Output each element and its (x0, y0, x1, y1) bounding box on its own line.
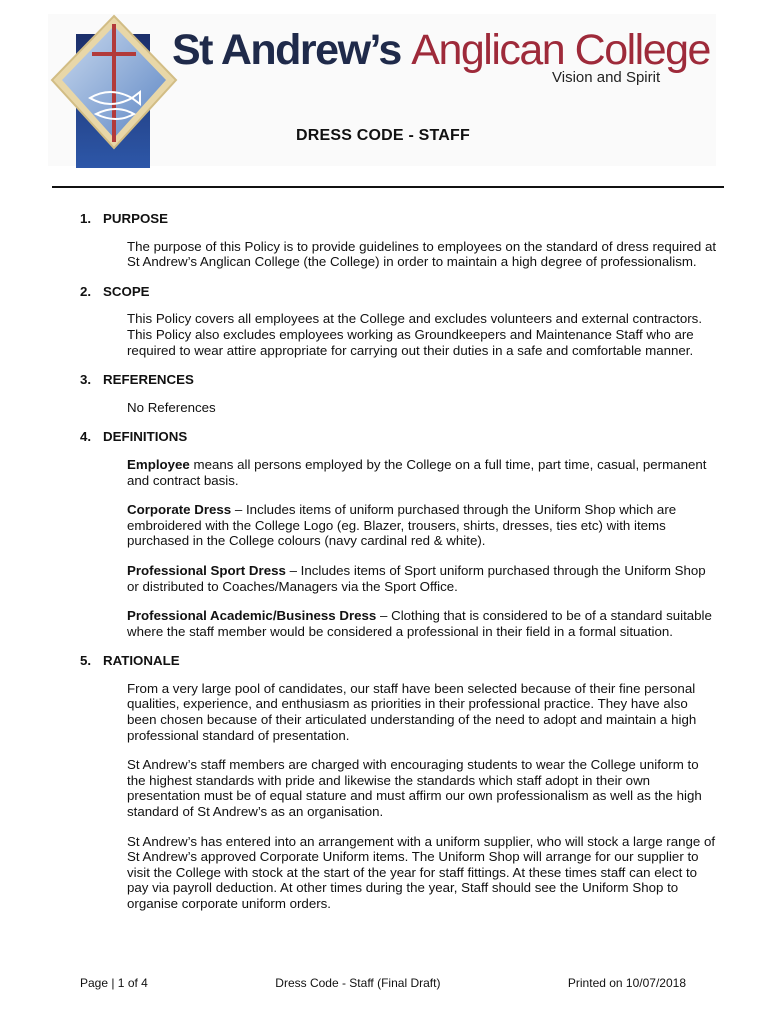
paragraph (127, 457, 720, 488)
paragraph (127, 400, 720, 416)
tagline: Vision and Spirit (552, 69, 661, 86)
paragraph (127, 311, 720, 358)
school-name-part2: Anglican College (411, 26, 710, 74)
paragraph (127, 239, 720, 270)
school-name (172, 26, 710, 75)
section-heading (80, 429, 720, 445)
paragraph-text: – Includes items of Sport uniform purchased through the Uniform Shop or distributed to Coaches/Managers via the Sport Office. (127, 562, 706, 594)
paragraph-text: St Andrew’s staff members are charged with encouraging students to wear the College uniform to the highest standards with pride and likewise the standards which staff adopt in their own presentation must be of equal stature and must affirm our own professionalism as well as the high standard of St Andrew’s as an organisation. (127, 757, 702, 820)
paragraph-text: means all persons employed by the College on a full time, part time, casual, permanent and contract basis. (127, 456, 707, 488)
section-purpose (80, 211, 720, 270)
paragraph (127, 834, 720, 912)
section-heading-text: DEFINITIONS (103, 429, 188, 445)
paragraph (127, 608, 720, 639)
paragraph (127, 563, 720, 594)
header-divider (52, 186, 724, 188)
section-number: 3. (80, 372, 92, 388)
policy-body (80, 211, 720, 926)
paragraph (127, 502, 720, 549)
defined-term: Employee (127, 456, 190, 472)
section-heading-text: RATIONALE (103, 653, 180, 669)
paragraph (127, 681, 720, 743)
school-name-part1: St Andrew’s (172, 26, 401, 74)
paragraph-text: This Policy covers all employees at the College and excludes volunteers and external contractors. This Policy also excludes employees working as Groundkeepers and Maintenance Staff who are required to wear attire appropriate for carrying out their duties in a safe and comfortable manner. (127, 311, 703, 358)
paragraph-text: St Andrew’s has entered into an arrangement with a uniform supplier, who will stock a large range of St Andrew’s approved Corporate Uniform items. The Uniform Shop will arrange for our supplier to visit the College with stock at the start of the year for staff fittings. At these times staff can elect to pay via payroll deduction. At other times during the year, Staff should see the Uniform Shop to organise corporate uniform orders. (127, 833, 716, 911)
section-heading-text: PURPOSE (103, 211, 169, 226)
section-heading-text: SCOPE (103, 283, 150, 299)
section-number: 4. (80, 429, 92, 445)
paragraph-text: From a very large pool of candidates, our staff have been selected because of their fine personal qualities, experience, and enthusiasm as priorities in their professional practice. They have also been chosen because of their articulated understanding of the need to adopt and maintain a high professional standard of presentation. (127, 680, 697, 743)
section-rationale (80, 653, 720, 911)
section-number: 2. (80, 283, 92, 299)
page-footer (80, 976, 686, 990)
college-crest-logo (50, 14, 180, 170)
section-number: 5. (80, 653, 92, 669)
section-heading (80, 211, 720, 227)
section-number: 1. (80, 211, 92, 226)
section-definitions (80, 429, 720, 639)
section-heading-text: REFERENCES (103, 372, 194, 388)
document-title: DRESS CODE - STAFF (296, 127, 470, 144)
section-scope (80, 284, 720, 358)
section-heading (80, 284, 720, 300)
paragraph-text: The purpose of this Policy is to provide guidelines to employees on the standard of dress required at St Andrew’s Anglican College (the College) in order to maintain a high degree of professionalism. (127, 238, 717, 270)
paragraph-text: – Includes items of uniform purchased through the Uniform Shop which are embroidered with the College Logo (eg. Blazer, trousers, shirts, dresses, ties etc) with items purchased in the College colours (navy cardinal red & white). (127, 502, 677, 549)
paragraph-text: – Clothing that is considered to be of a standard suitable where the staff member would be considered a professional in their field in a formal situation. (127, 608, 712, 639)
section-heading (80, 372, 720, 388)
defined-term: Corporate Dress (127, 502, 232, 518)
paragraph (127, 757, 720, 819)
paragraph-text: No References (127, 399, 216, 415)
section-references (80, 372, 720, 415)
defined-term: Professional Sport Dress (127, 562, 286, 578)
footer-document-name: Dress Code - Staff (Final Draft) (275, 976, 441, 990)
footer-printed-date: Printed on 10/07/2018 (567, 976, 686, 990)
defined-term: Professional Academic/Business Dress (127, 608, 377, 624)
footer-page-number: Page | 1 of 4 (80, 976, 148, 990)
section-heading (80, 653, 720, 669)
